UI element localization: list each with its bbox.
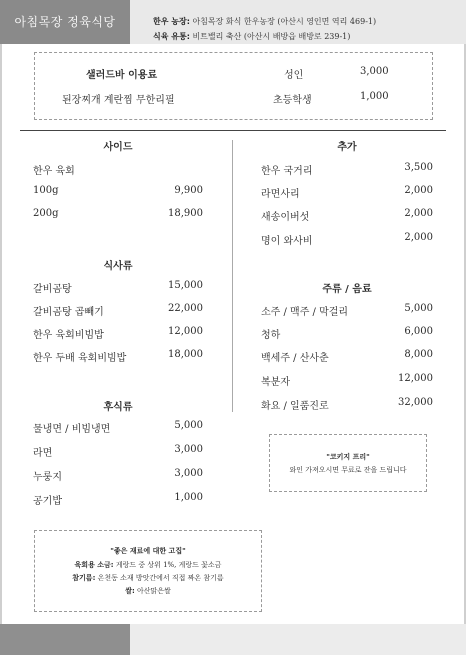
menu-row <box>261 162 433 176</box>
ingredient-value: 게랑드 중 상위 1%, 게랑드 꽃소금 <box>115 561 222 569</box>
item-price: 2,000 <box>404 185 433 196</box>
item-price: 6,000 <box>404 326 433 337</box>
menu-row <box>33 492 203 506</box>
ingredients-box <box>34 530 262 612</box>
menu-row <box>261 349 433 363</box>
extra-title: 추가 <box>337 142 357 153</box>
menu-row <box>33 326 203 340</box>
item-name: 갈비곰탕 <box>33 284 72 295</box>
menu-row <box>261 232 433 246</box>
item-price: 5,000 <box>404 303 433 314</box>
item-price: 1,000 <box>174 492 203 503</box>
origin-farm-value: 아침목장 화식 한우농장 (아산시 영인면 역리 469-1) <box>192 17 377 26</box>
ingredient-label: 쌀: <box>125 587 135 595</box>
menu-row <box>261 303 433 317</box>
menu-row <box>261 397 433 411</box>
ingredient-value: 아산맑은쌀 <box>136 587 171 595</box>
menu-row <box>33 208 203 222</box>
item-name: 100g <box>33 185 59 196</box>
item-price: 32,000 <box>398 397 433 408</box>
menu-row <box>33 468 203 482</box>
origin-distribution <box>153 29 376 44</box>
menu-row <box>33 303 203 317</box>
salad-adult-price: 3,000 <box>360 66 389 77</box>
side-title: 사이드 <box>103 142 133 153</box>
item-name: 백세주 / 산사춘 <box>261 353 329 364</box>
item-name: 한우 두배 육회비빔밥 <box>33 353 127 364</box>
menu-row <box>33 185 203 199</box>
item-name: 갈비곰탕 곱빼기 <box>33 307 104 318</box>
menu-row <box>33 280 203 294</box>
salad-adult-label: 성인 <box>284 70 304 81</box>
item-price: 12,000 <box>398 373 433 384</box>
drinks-title: 주류 / 음료 <box>322 284 372 295</box>
menu-row <box>33 420 203 434</box>
ingredient-value: 온천동 소재 방앗간에서 직접 짜온 참기름 <box>97 574 224 582</box>
item-price: 3,000 <box>174 468 203 479</box>
side-group-row <box>33 162 203 176</box>
salad-bar-title: 샐러드바 이용료 <box>86 70 158 81</box>
item-name: 소주 / 맥주 / 막걸리 <box>261 307 349 318</box>
item-price: 18,900 <box>168 208 203 219</box>
item-name: 공기밥 <box>33 496 62 507</box>
item-name: 화요 / 일품진로 <box>261 401 329 412</box>
menu-row <box>261 208 433 222</box>
left-border <box>0 44 2 624</box>
origin-distribution-label: 식육 유통: <box>153 32 190 41</box>
item-price: 15,000 <box>168 280 203 291</box>
item-name: 한우 국거리 <box>261 166 313 177</box>
origin-farm-label: 한우 농장: <box>153 17 190 26</box>
item-name: 물냉면 / 비빔냉면 <box>33 424 111 435</box>
item-price: 2,000 <box>404 208 433 219</box>
ingredient-label: 참기름: <box>72 574 96 582</box>
item-name: 복분자 <box>261 377 290 388</box>
item-name: 한우 육회비빔밥 <box>33 330 104 341</box>
salad-bar-subtitle: 된장찌개 계란찜 무한리필 <box>62 95 175 106</box>
dessert-title: 후식류 <box>103 402 133 413</box>
item-price: 9,900 <box>174 185 203 196</box>
item-name: 청하 <box>261 330 281 341</box>
ingredient-line <box>34 573 262 583</box>
item-name: 명이 와사비 <box>261 236 313 247</box>
meals-title: 식사류 <box>103 261 133 272</box>
menu-row <box>261 373 433 387</box>
side-group-name: 한우 육회 <box>33 166 75 177</box>
salad-bar-box <box>34 52 433 120</box>
item-price: 18,000 <box>168 349 203 360</box>
item-name: 라면사리 <box>261 189 300 200</box>
footer-bar <box>0 624 466 655</box>
restaurant-name: 아침목장 정육식당 <box>0 0 130 44</box>
origin-info <box>153 14 376 44</box>
item-price: 8,000 <box>404 349 433 360</box>
item-price: 3,000 <box>174 444 203 455</box>
item-name: 라면 <box>33 448 53 459</box>
item-price: 5,000 <box>174 420 203 431</box>
ingredient-line <box>34 560 262 570</box>
salad-child-label: 초등학생 <box>273 95 312 106</box>
origin-distribution-value: 비트밸리 축산 (아산시 배방읍 배방로 239-1) <box>192 32 351 41</box>
column-divider <box>232 140 233 412</box>
item-name: 누룽지 <box>33 472 62 483</box>
corkage-text: 와인 가져오시면 무료로 잔을 드립니다 <box>289 466 407 474</box>
item-name: 새송이버섯 <box>261 212 310 223</box>
ingredients-title: "좋은 재료에 대한 고집" <box>110 547 186 555</box>
origin-farm <box>153 14 376 29</box>
item-name: 200g <box>33 208 59 219</box>
menu-row <box>261 326 433 340</box>
ingredient-line <box>34 586 262 596</box>
corkage-box <box>269 434 427 492</box>
salad-child-price: 1,000 <box>360 91 389 102</box>
item-price: 22,000 <box>168 303 203 314</box>
menu-row <box>33 444 203 458</box>
footer-accent <box>0 624 130 655</box>
item-price: 2,000 <box>404 232 433 243</box>
menu-row <box>33 349 203 363</box>
ingredient-label: 육회용 소금: <box>74 561 114 569</box>
menu-row <box>261 185 433 199</box>
corkage-title: "코키지 프리" <box>326 453 370 461</box>
item-price: 3,500 <box>404 162 433 173</box>
item-price: 12,000 <box>168 326 203 337</box>
menu-top-rule <box>20 130 446 131</box>
